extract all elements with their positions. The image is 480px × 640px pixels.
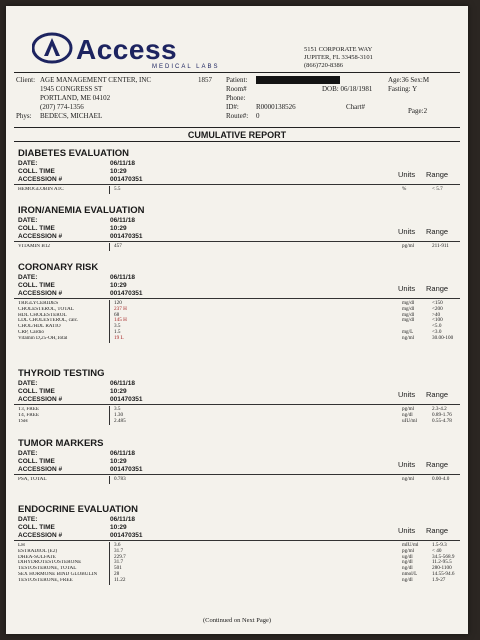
client-name: AGE MANAGEMENT CENTER, INC — [40, 76, 152, 84]
test-units: ng/dl — [402, 576, 413, 583]
collection-label: COLL. TIME — [18, 388, 55, 395]
test-result: 2.485 — [114, 417, 126, 424]
collection-label: ACCESSION # — [18, 233, 63, 240]
patient-label: Patient: — [226, 76, 248, 84]
page-label: Page: — [408, 107, 424, 115]
section-header-rule — [14, 404, 460, 405]
test-result: 1.5 — [114, 328, 121, 335]
collection-row — [18, 450, 143, 458]
test-range: < 40 — [432, 547, 442, 554]
collection-label: ACCESSION # — [18, 176, 63, 183]
collection-label: COLL. TIME — [18, 282, 55, 289]
test-range: 1.5-9.3 — [432, 542, 447, 548]
test-units: mg/L — [402, 328, 414, 335]
test-range: 11.2-95.5 — [432, 559, 452, 566]
sex-value: M — [422, 76, 430, 84]
range-header: Range — [426, 284, 449, 293]
units-header: Units — [398, 284, 416, 293]
section-title: IRON/ANEMIA EVALUATION — [18, 205, 145, 216]
collection-label: DATE: — [18, 274, 38, 281]
test-units: mg/dl — [402, 305, 415, 312]
units-header: Units — [398, 390, 416, 399]
test-name: LH — [18, 543, 25, 548]
test-range: <100 — [432, 317, 443, 324]
test-result: 28 — [114, 570, 120, 577]
collection-row — [18, 290, 143, 298]
test-units: uIU/ml — [402, 417, 417, 424]
collection-row — [18, 274, 143, 282]
test-result: 1.30 — [114, 411, 124, 418]
access-logo — [32, 30, 252, 70]
test-name: DHEA-SULFATE — [18, 554, 56, 560]
collection-label: ACCESSION # — [18, 396, 63, 403]
physician-name: BEDECS, MICHAEL — [40, 112, 103, 120]
test-units: pg/ml — [402, 243, 415, 249]
age-label: Age: — [388, 76, 402, 84]
collection-label: DATE: — [18, 450, 38, 457]
test-result: 31.7 — [114, 547, 124, 554]
client-label: Client: — [16, 76, 36, 84]
test-result: 501 — [114, 565, 122, 572]
fasting-label: Fasting: — [388, 85, 411, 93]
test-units: mg/dl — [402, 300, 415, 306]
section-header-rule — [14, 184, 460, 185]
collection-value: 001470351 — [110, 532, 143, 539]
company-address — [304, 46, 373, 70]
test-name: TESTOSTERONE, FREE — [18, 577, 73, 583]
test-units: mIU/ml — [402, 542, 419, 548]
test-name: CHOL/HDL RATIO — [18, 324, 61, 330]
units-header: Units — [398, 526, 416, 535]
page-number — [408, 107, 427, 115]
test-range: 0.89-1.76 — [432, 411, 452, 418]
header-divider — [14, 72, 460, 73]
test-result: 120 — [114, 300, 122, 306]
collection-label: COLL. TIME — [18, 168, 55, 175]
patient-info — [226, 76, 340, 121]
company-address-line: (866)720-8386 — [304, 62, 343, 69]
test-name: LDL CHOLESTEROL, calc. — [18, 318, 79, 324]
test-units: ng/dl — [402, 559, 413, 566]
company-address-line: JUPITER, FL 33458-3101 — [304, 54, 373, 61]
collection-row — [18, 225, 143, 233]
collection-value: 06/11/18 — [110, 380, 135, 387]
test-name: HEMOGLOBIN A1C — [18, 187, 64, 192]
test-range: <5.0 — [432, 323, 442, 330]
dob — [322, 85, 372, 93]
test-name: T3, FREE — [18, 407, 40, 412]
test-units: pg/ml — [402, 547, 415, 554]
test-range: 280-1100 — [432, 565, 452, 572]
test-range: 1.9-27 — [432, 576, 446, 583]
collection-value: 06/11/18 — [110, 160, 135, 167]
collection-value: 001470351 — [110, 396, 143, 403]
test-name: TESTOSTERONE, TOTAL — [18, 566, 77, 572]
test-result: 0.783 — [114, 476, 126, 482]
test-range: >40 — [432, 311, 441, 318]
result-column-rule — [109, 476, 110, 484]
collection-row — [18, 233, 143, 241]
test-range: <150 — [432, 300, 443, 306]
collection-value: 10:29 — [110, 168, 127, 175]
client-number: 1857 — [198, 76, 212, 84]
section-title: ENDOCRINE EVALUATION — [18, 504, 138, 515]
phone-label: Phone: — [226, 94, 246, 102]
test-range: 14.55-94.6 — [432, 570, 455, 577]
collection-header — [18, 450, 143, 474]
collection-value: 001470351 — [110, 176, 143, 183]
collection-label: ACCESSION # — [18, 466, 63, 473]
collection-header — [18, 516, 143, 540]
test-name: CRP, Cardio — [18, 329, 44, 335]
test-units: % — [402, 186, 407, 192]
collection-header — [18, 160, 143, 184]
test-name: CHOLESTEROL, TOTAL — [18, 306, 74, 312]
result-column-rule — [109, 186, 110, 194]
collection-value: 06/11/18 — [110, 516, 135, 523]
title-bottom-rule — [14, 141, 460, 142]
test-units: ug/dl — [402, 553, 413, 560]
collection-value: 06/11/18 — [110, 450, 135, 457]
collection-row — [18, 217, 143, 225]
test-range: < 5.7 — [432, 186, 443, 192]
collection-row — [18, 532, 143, 540]
collection-header — [18, 274, 143, 298]
collection-row — [18, 168, 143, 176]
test-result: 145 H — [114, 317, 127, 324]
test-result: 68 — [114, 311, 120, 318]
client-phone: (207) 774-1356 — [40, 103, 84, 111]
logo-mark-icon — [32, 32, 74, 64]
test-units: nmol/L — [402, 570, 418, 577]
units-header: Units — [398, 170, 416, 179]
test-range: 211-911 — [432, 243, 449, 249]
range-header: Range — [426, 460, 449, 469]
test-name: Vitamin D,25-OH,Total — [18, 335, 68, 341]
test-units: ng/dl — [402, 411, 413, 418]
collection-value: 001470351 — [110, 290, 143, 297]
test-range: 0.00-4.0 — [432, 476, 450, 482]
range-header: Range — [426, 170, 449, 179]
id-label: ID#: — [226, 103, 239, 111]
collection-row — [18, 160, 143, 168]
test-name: TRIGLYCERIDES — [18, 301, 59, 306]
patient-id: R0000138526 — [256, 103, 296, 111]
test-result: 3.6 — [114, 542, 121, 548]
collection-row — [18, 466, 143, 474]
test-units: pg/ml — [402, 406, 415, 412]
result-column-rule — [109, 300, 110, 343]
collection-row — [18, 516, 143, 524]
collection-label: DATE: — [18, 160, 38, 167]
test-name: T4, FREE — [18, 412, 40, 418]
test-range: <200 — [432, 305, 443, 312]
section-title: DIABETES EVALUATION — [18, 148, 130, 159]
page-value: 2 — [423, 107, 428, 115]
sex-label: Sex: — [410, 76, 423, 84]
collection-label: ACCESSION # — [18, 290, 63, 297]
test-range: 2.3-4.2 — [432, 406, 447, 412]
test-name: SEX HORMONE BIND GLOBULIN — [18, 571, 98, 577]
range-header: Range — [426, 227, 449, 236]
collection-header — [18, 380, 143, 404]
section-title: TUMOR MARKERS — [18, 438, 104, 449]
client-info — [16, 76, 151, 121]
collection-value: 10:29 — [110, 524, 127, 531]
redacted-patient-name — [256, 76, 340, 84]
title-top-rule — [14, 127, 460, 128]
test-result: 11.22 — [114, 576, 126, 583]
room-label: Room# — [226, 85, 247, 93]
result-column-rule — [109, 406, 110, 425]
collection-value: 06/11/18 — [110, 274, 135, 281]
collection-label: COLL. TIME — [18, 524, 55, 531]
collection-value: 06/11/18 — [110, 217, 135, 224]
range-header: Range — [426, 526, 449, 535]
fasting-value: Y — [412, 85, 418, 93]
collection-row — [18, 458, 143, 466]
collection-value: 001470351 — [110, 233, 143, 240]
result-column-rule — [109, 542, 110, 585]
section-header-rule — [14, 540, 460, 541]
test-result: 3.5 — [114, 323, 121, 330]
test-range: 30.00-100 — [432, 334, 454, 341]
collection-row — [18, 524, 143, 532]
test-result: 457 — [114, 243, 122, 249]
route-label: Route#: — [226, 112, 249, 120]
result-column-rule — [109, 243, 110, 251]
collection-value: 001470351 — [110, 466, 143, 473]
company-address-line: 5151 CORPORATE WAY — [304, 46, 373, 53]
test-units: mg/dl — [402, 317, 415, 324]
test-range: 34.5-568.9 — [432, 553, 455, 560]
test-units: mg/dl — [402, 311, 415, 318]
lab-report-page — [6, 6, 468, 634]
collection-value: 10:29 — [110, 225, 127, 232]
collection-label: COLL. TIME — [18, 458, 55, 465]
units-header: Units — [398, 460, 416, 469]
test-units: ng/dl — [402, 565, 413, 572]
test-units: ng/ml — [402, 476, 415, 482]
range-header: Range — [426, 390, 449, 399]
client-address2: PORTLAND, ME 04102 — [40, 94, 111, 102]
collection-value: 10:29 — [110, 388, 127, 395]
collection-label: COLL. TIME — [18, 225, 55, 232]
chart-label: Chart# — [346, 103, 366, 111]
collection-row — [18, 396, 143, 404]
test-result: 5.5 — [114, 186, 121, 192]
physician-label: Phys: — [16, 112, 32, 120]
section-header-rule — [14, 298, 460, 299]
section-title: THYROID TESTING — [18, 368, 105, 379]
age-value: 36 — [401, 76, 409, 84]
company-name: Access — [76, 34, 178, 65]
continued-note: (Continued on Next Page) — [202, 617, 272, 624]
dob-value: 06/18/1981 — [340, 85, 373, 93]
section-header-rule — [14, 474, 460, 475]
collection-row — [18, 176, 143, 184]
collection-label: DATE: — [18, 516, 38, 523]
route-number: 0 — [256, 112, 260, 120]
test-range: 0.55-4.78 — [432, 417, 452, 424]
collection-header — [18, 217, 143, 241]
test-name: VITAMIN B12 — [18, 244, 51, 249]
report-title: CUMULATIVE REPORT — [187, 130, 287, 140]
client-address1: 1945 CONGRESS ST — [40, 85, 103, 93]
test-result: 19 L — [114, 334, 124, 341]
test-result: 3.5 — [114, 406, 121, 412]
company-subtitle: MEDICAL LABS — [152, 64, 220, 70]
test-name: DIHYDROTESTOSTERONE — [18, 560, 82, 566]
units-header: Units — [398, 227, 416, 236]
test-name: ESTRADIOL (E2) — [18, 548, 58, 554]
test-range: <3.0 — [432, 328, 442, 335]
collection-label: ACCESSION # — [18, 532, 63, 539]
test-name: TSH — [18, 418, 28, 424]
dob-label: DOB: — [322, 85, 339, 93]
section-header-rule — [14, 241, 460, 242]
test-name: PSA, TOTAL — [18, 477, 47, 482]
collection-row — [18, 388, 143, 396]
collection-row — [18, 282, 143, 290]
test-result: 31.7 — [114, 559, 124, 566]
age-sex-fasting — [388, 76, 429, 94]
collection-value: 10:29 — [110, 458, 127, 465]
test-name: HDL CHOLESTEROL — [18, 312, 67, 318]
test-result: 229.7 — [114, 553, 126, 560]
collection-value: 10:29 — [110, 282, 127, 289]
collection-row — [18, 380, 143, 388]
collection-label: DATE: — [18, 380, 38, 387]
test-result: 237 H — [114, 305, 127, 312]
collection-label: DATE: — [18, 217, 38, 224]
section-title: CORONARY RISK — [18, 262, 99, 273]
test-units: ng/ml — [402, 334, 415, 341]
